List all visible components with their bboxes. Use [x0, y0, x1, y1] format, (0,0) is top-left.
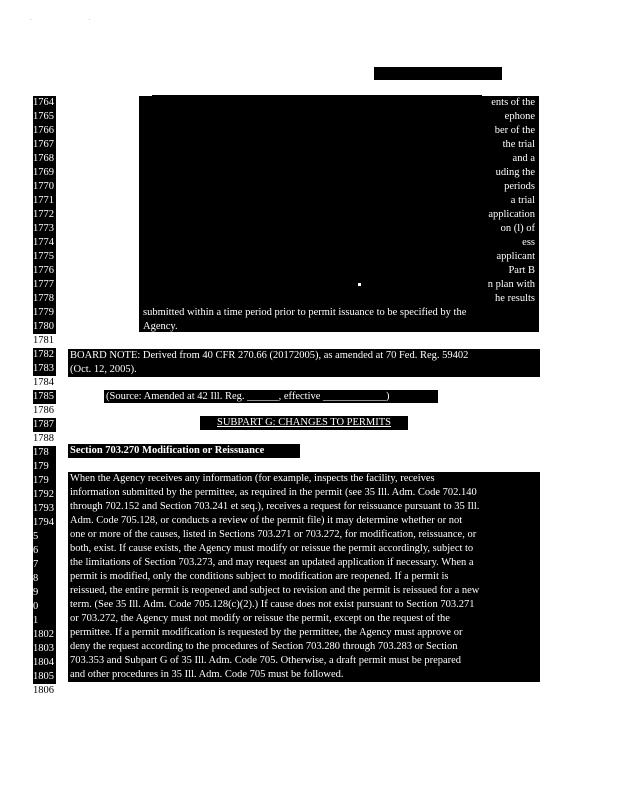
paragraph-line: 703.353 and Subpart G of 35 Ill. Adm. Code 705. Otherwise, a draft permit must be prepared [70, 655, 462, 666]
line-number: 1776 [33, 265, 54, 276]
line-number: 1787 [33, 419, 54, 430]
line-number: 1771 [33, 195, 54, 206]
line-number: 1779 [33, 307, 54, 318]
paragraph-line: the limitations of Section 703.273, and may request an updated application if necessary. When a [70, 557, 474, 568]
subpart-title: SUBPART G: CHANGES TO PERMITS [200, 416, 408, 430]
paragraph-line: application [488, 209, 535, 220]
paragraph-line: deny the request according to the procedures of Section 703.280 through 703.283 or Section [70, 641, 458, 652]
line-number: 1806 [33, 685, 54, 696]
line-number: 1802 [33, 629, 54, 640]
line-number: 1766 [33, 125, 54, 136]
paragraph-line: permit is modified, only the conditions subject to modification are reopened. If a permit is [70, 571, 449, 582]
line-number: 8 [33, 572, 56, 586]
scan-artifact [358, 283, 361, 286]
line-number: 179 [33, 460, 56, 474]
paragraph-line: applicant [496, 251, 535, 262]
document-id-header: JCAR350703-1806727r01 [374, 67, 502, 80]
board-note-line: (Oct. 12, 2005). [70, 364, 137, 375]
section-heading: Section 703.270 Modification or Reissuance [68, 444, 300, 458]
line-number: 1772 [33, 209, 54, 220]
line-number: 1770 [33, 181, 54, 192]
line-number: 1782 [33, 349, 54, 360]
board-note-line: BOARD NOTE: Derived from 40 CFR 270.66 (20172005), as amended at 70 Fed. Reg. 59402 [70, 350, 469, 361]
paragraph-line: When the Agency receives any information (for example, inspects the facility, receives [70, 473, 435, 484]
paragraph-line: both, exist. If cause exists, the Agency must modify or reissue the permit accordingly, subject to [70, 543, 474, 554]
line-number: 1775 [33, 251, 54, 262]
line-number: 1805 [33, 671, 54, 682]
line-number: 1769 [33, 167, 54, 178]
line-number: 1788 [33, 433, 54, 444]
paragraph-line: information submitted by the permittee, as required in the permit (see 35 Ill. Adm. Code 702.140 [70, 487, 477, 498]
line-number: 1803 [33, 643, 54, 654]
paragraph-line: Agency. [143, 321, 178, 332]
line-number: 5 [33, 530, 56, 544]
paragraph-line: submitted within a time period prior to permit issuance to be specified by the [143, 307, 467, 318]
paragraph-line: through 702.152 and Section 703.241 et seq.), receives a request for reissuance pursuant to 35 Ill. [70, 501, 480, 512]
paragraph-line: Part B [508, 265, 535, 276]
paragraph-line: periods [504, 181, 535, 192]
line-number: 1778 [33, 293, 54, 304]
paragraph-line: on (l) of [500, 223, 535, 234]
paragraph-line: a trial [510, 195, 535, 206]
line-number: 1785 [33, 391, 54, 402]
paragraph-line: uding the [495, 167, 535, 178]
source-note: (Source: Amended at 42 Ill. Reg. ______, effective ____________) [104, 390, 438, 403]
line-number: 6 [33, 544, 56, 558]
line-number: 1780 [33, 321, 54, 332]
board-note [68, 349, 540, 377]
line-number: 1783 [33, 363, 54, 374]
line-number: 1773 [33, 223, 54, 234]
paragraph-line: he results [495, 293, 535, 304]
line-number: 1 [33, 614, 56, 628]
line-number: 1794 [33, 517, 54, 528]
line-number: 1792 [33, 489, 54, 500]
line-number: 1765 [33, 111, 54, 122]
paragraph-line: or 703.272, the Agency must not modify or reissue the permit, except on the request of the [70, 613, 450, 624]
paragraph-line: and other procedures in 35 Ill. Adm. Code 705 must be followed. [70, 669, 344, 680]
paragraph-line: and a [512, 153, 535, 164]
line-number: 1777 [33, 279, 54, 290]
paragraph-line: ephone [504, 111, 535, 122]
line-number: 1804 [33, 657, 54, 668]
paragraph-line: term. (See 35 Ill. Adm. Code 705.128(c)(2).) If cause does not exist pursuant to Section 703.271 [70, 599, 475, 610]
line-number: 1768 [33, 153, 54, 164]
redaction-block [152, 95, 482, 305]
paragraph-line: one or more of the causes, listed in Sections 703.271 or 703.272, for modification, reissuance, or [70, 529, 477, 540]
line-number: 1793 [33, 503, 54, 514]
paragraph-line: ess [522, 237, 535, 248]
paragraph-line: n plan with [487, 279, 535, 290]
line-number: 1784 [33, 377, 54, 388]
paragraph-line: ber of the [494, 125, 535, 136]
line-number: 7 [33, 558, 56, 572]
section-body [68, 472, 540, 682]
paragraph-line: permittee. If a permit modification is requested by the permittee, the Agency must approve or [70, 627, 463, 638]
line-number: 1774 [33, 237, 54, 248]
line-number: 1781 [33, 335, 54, 346]
line-number: 179 [33, 474, 56, 488]
line-number: 9 [33, 586, 56, 600]
paragraph-line: reissued, the entire permit is reopened and subject to revision and the permit is reissued for a new [70, 585, 480, 596]
paragraph-line: the trial [502, 139, 535, 150]
paragraph-line: ents of the [491, 97, 535, 108]
line-number: 1764 [33, 97, 54, 108]
line-number: 0 [33, 600, 56, 614]
line-number: 1786 [33, 405, 54, 416]
paragraph-line: Adm. Code 705.128, or conducts a review of the permit file) it may determine whether or not [70, 515, 463, 526]
scan-specks: . . [30, 16, 119, 22]
line-number: 1767 [33, 139, 54, 150]
line-number: 178 [33, 446, 56, 460]
line-numbers [33, 96, 56, 698]
